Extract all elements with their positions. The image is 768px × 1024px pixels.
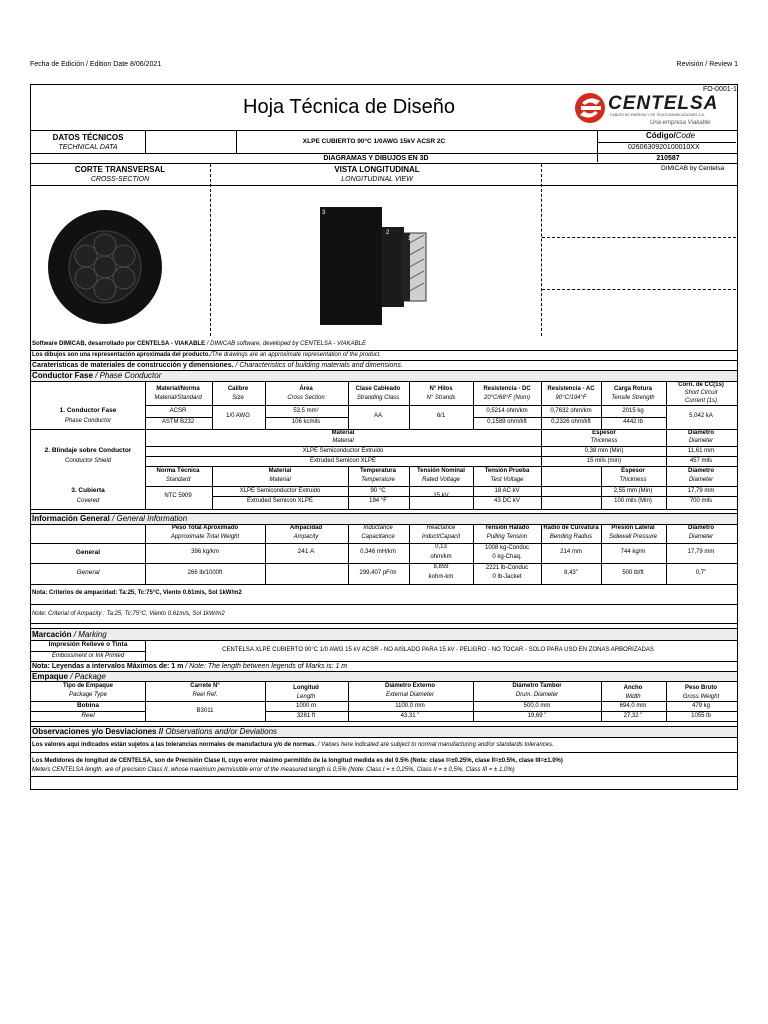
h-calibre: Calibre bbox=[227, 386, 249, 392]
pkg-ancho-2: 27,32 " bbox=[623, 713, 643, 719]
cover-prueba-2: 43 DC kV bbox=[494, 498, 520, 504]
logo-tagline: Una empresa Viakable bbox=[650, 120, 711, 126]
shield-espesor-2: 15 mils (min) bbox=[586, 458, 622, 464]
cover-h-norma-en: Standard bbox=[165, 477, 191, 483]
conductor-row-label: 1. Conductor Fase bbox=[59, 407, 117, 414]
technical-data: TECHNICAL DATA bbox=[58, 144, 118, 151]
observation-line-3: Meters CENTELSA length, are of precision Class II, whose maximum permissible error of the measured length is 0,5% (Note: Class I = ± 0,25%, Class II = ± 0,5%, Class III = ± 1,0%) bbox=[32, 767, 515, 773]
general-presion-1: 744 kg/m bbox=[620, 549, 646, 555]
drawing-label-1: 1 bbox=[408, 236, 412, 242]
general-diam-2: 0,7" bbox=[695, 570, 707, 576]
cross-section: CROSS-SECTION bbox=[90, 176, 150, 183]
h-rac-en: 90°C/194°F bbox=[555, 395, 587, 401]
logo-subtitle: CABLES DE ENERGÍA Y DE TELECOMUNICACIONES S.A. bbox=[610, 113, 705, 117]
cover-h-prueba: Tensión Prueba bbox=[484, 468, 530, 474]
cover-h-diametro: Diámetro bbox=[687, 468, 715, 474]
shield-row-label: 2. Blindaje sobre Conductor bbox=[44, 447, 132, 454]
pkg-longitud-1: 1000 m bbox=[295, 703, 317, 709]
pkg-h-dext: Diámetro Externo bbox=[384, 683, 436, 689]
conductor-hilos: 6/1 bbox=[436, 413, 446, 419]
general-h-peso: Peso Total Aproximado bbox=[171, 525, 239, 531]
cover-espesor-1: 2,55 mm (Min) bbox=[613, 488, 653, 494]
general-reactance-2a: 8,859 bbox=[433, 564, 449, 570]
shield-diam-1: 11,61 mm bbox=[687, 448, 715, 454]
h-area: Área bbox=[299, 386, 313, 392]
cover-temp-2: 194 °F bbox=[369, 498, 387, 504]
longitudinal-view-drawing bbox=[318, 205, 430, 327]
shield-espesor-1: 0,38 mm (Min) bbox=[584, 448, 624, 454]
cover-norma: NTC 5909 bbox=[164, 493, 192, 499]
general-h-halado-en: Pulling Tension bbox=[486, 534, 528, 540]
cover-h-material: Material bbox=[268, 468, 292, 474]
cover-h-tension: Tensión Nominal bbox=[417, 468, 465, 474]
pkg-h-dtambor: Diámetro Tambor bbox=[512, 683, 562, 689]
pkg-h-tipo-en: Package Type bbox=[69, 692, 107, 698]
edition-date: Fecha de Edición / Edition Date 8/06/2021 bbox=[30, 61, 162, 68]
pkg-h-peso: Peso Bruto bbox=[684, 685, 718, 691]
cover-diam-2: 700 mils bbox=[689, 498, 713, 504]
general-h-reactance: Reactance bbox=[426, 525, 456, 531]
pkg-h-ancho: Ancho bbox=[623, 685, 643, 691]
marking-label-es: Impresión Relieve o Tinta bbox=[48, 641, 128, 648]
general-inductance: 0,346 mH/km bbox=[360, 549, 396, 555]
shield-diam-2: 457 mils bbox=[689, 458, 713, 464]
general-radio-2: 8,43" bbox=[564, 570, 578, 576]
form-code: FO-0001-1 bbox=[703, 86, 737, 93]
conductor-row-label-en: Phase Conductor bbox=[64, 418, 112, 424]
pkg-dext-1: 1100,0 mm bbox=[395, 703, 425, 709]
revision: Revisión / Review 1 bbox=[676, 61, 738, 68]
h-cableado: Clase Cableado bbox=[355, 386, 401, 392]
ampacity-note-es: Nota: Criterios de ampacidad: Ta:25, Tc:75°C, Viento 0.61m/s, Sol 1kW/m2 bbox=[32, 590, 242, 596]
pkg-peso-2: 1055 lb bbox=[691, 713, 711, 719]
h-calibre-en: Size bbox=[232, 395, 244, 401]
drawing-label-2: 2 bbox=[386, 230, 390, 236]
cover-h-material-en: Material bbox=[269, 477, 291, 483]
product-name: XLPE CUBIERTO 90°C 1/0AWG 15kV ACSR 2C bbox=[302, 138, 446, 145]
shield-h-espesor-en: Thickness bbox=[590, 438, 618, 444]
general-h-ampacidad-en: Ampacity bbox=[293, 534, 319, 540]
h-hilos-en: N° Strands bbox=[426, 395, 456, 401]
general-h-diametro-en: Diameter bbox=[688, 534, 714, 540]
general-row1-label: General bbox=[75, 549, 101, 556]
page-title: Hoja Técnica de Diseño bbox=[243, 96, 455, 118]
pkg-h-tipo: Tipo de Empaque bbox=[63, 683, 113, 689]
general-h-peso-en: Approximate Total Weight bbox=[170, 534, 240, 540]
cross-section-drawing bbox=[46, 208, 164, 326]
cover-tension: 15 kV bbox=[433, 493, 449, 499]
h-material-en: Material/Standard bbox=[154, 395, 202, 401]
shield-h-material: Material bbox=[331, 430, 355, 436]
general-h-diametro: Diámetro bbox=[687, 525, 715, 531]
conductor-area-mm: 53,5 mm² bbox=[293, 408, 319, 414]
drawing-number: 210587 bbox=[656, 155, 680, 162]
cover-h-temp-en: Temperature bbox=[361, 477, 395, 483]
centelsa-logo-icon bbox=[572, 91, 612, 127]
ampacity-note-en: Note: Criterial of Ampacity : Ta:25, Tc:75°C, Viento 0.61m/s, Sol 1kW/m2 bbox=[32, 611, 225, 617]
observation-line-1: Los valores aquí indicados están sujetos a las tolerancias normales de manufactura y/o de normas. / Values here indicated are subject to normal manufacturing and/or standards tolerances. bbox=[32, 742, 554, 748]
pkg-h-ancho-en: Width bbox=[625, 694, 641, 700]
conductor-area-kcmil: 106 kcmils bbox=[291, 419, 321, 425]
h-cc-en2: Current (1s) bbox=[684, 398, 718, 404]
conductor-calibre: 1/0 AWG bbox=[226, 413, 250, 419]
general-halado-2b: 0 lb-Jacket bbox=[492, 574, 522, 580]
cover-material: XLPE Semiconductor Extruido bbox=[239, 488, 321, 494]
cover-h-diametro-en: Diameter bbox=[688, 477, 714, 483]
general-ampacidad: 241 A bbox=[297, 548, 315, 555]
h-rac: Resistencia - AC bbox=[547, 386, 595, 392]
general-capacitance: 299,407 pF/m bbox=[359, 570, 397, 576]
general-h-halado: Tensión Halado bbox=[484, 525, 530, 531]
cover-row-label: 3. Cubierta bbox=[71, 487, 105, 494]
corte-transversal: CORTE TRANSVERSAL bbox=[74, 165, 166, 174]
h-cableado-en: Stranding Class bbox=[356, 395, 400, 401]
conductor-material: ACSR bbox=[169, 408, 187, 414]
h-rdc-en: 20°C/68°F (Nom) bbox=[483, 395, 531, 401]
pkg-longitud-2: 3281 ft bbox=[296, 713, 316, 719]
conductor-carga-1: 2015 kg bbox=[622, 408, 644, 414]
shield-h-material-en: Material bbox=[332, 438, 354, 444]
h-cc-en1: Short Circuit bbox=[684, 390, 718, 396]
pkg-h-longitud-en: Length bbox=[296, 694, 316, 700]
cover-row-label-en: Covered bbox=[76, 498, 100, 504]
h-cc: Corri. de CC(1s) bbox=[678, 382, 724, 388]
marking-section-title: Marcación / Marking bbox=[32, 630, 107, 639]
general-h-presion-en: Sidewall Pressure bbox=[608, 534, 658, 540]
observations-section-title: Observaciones y/o Desviaciones // Observations and/or Deviations bbox=[32, 727, 278, 736]
conductor-cc: 5,042 kA bbox=[689, 413, 713, 419]
general-reactance-2b: kohm-km bbox=[428, 574, 454, 580]
general-row2-label: General bbox=[76, 569, 100, 576]
vista-longitudinal: VISTA LONGITUDINAL bbox=[334, 165, 420, 174]
pkg-dtambor-1: 500,0 mm bbox=[523, 703, 551, 709]
general-halado-1b: 0 kg-Chaq. bbox=[492, 554, 522, 560]
pkg-carrete: B3011 bbox=[196, 708, 214, 714]
general-h-capacitance: Capacitance bbox=[361, 534, 395, 540]
codigo-value: 0260630920100010XX bbox=[628, 144, 700, 151]
h-area-en: Cross Section bbox=[287, 395, 325, 401]
general-reactance-1b: ohm/km bbox=[430, 554, 452, 560]
shield-h-espesor: Espesor bbox=[592, 430, 616, 436]
dimicab-brand: DIMICAB by Centelsa bbox=[661, 165, 725, 172]
cover-temp-1: 90 °C bbox=[370, 488, 386, 494]
h-carga: Carga Rotura bbox=[613, 386, 653, 392]
conductor-rdc-1: 0,5214 ohm/km bbox=[486, 408, 528, 414]
drawings-note: Los dibujos son una representación aproximada del producto./The drawings are an approximate representation of the product. bbox=[32, 352, 382, 358]
package-section-title: Empaque / Package bbox=[32, 672, 106, 681]
h-material: Material/Norma bbox=[156, 386, 200, 392]
software-note: Software DIMICAB, desarrollado por CENTELSA - VIAKABLE / DIMICAB software, developed by CENTELSA - VIAKABLE bbox=[32, 341, 366, 347]
cover-diam-1: 17,79 mm bbox=[687, 488, 715, 494]
h-carga-en: Tensile Strength bbox=[611, 395, 655, 401]
pkg-peso-1: 479 kg bbox=[691, 703, 711, 709]
general-peso-2: 266 lb/1000ft bbox=[187, 570, 223, 576]
centelsa-logo bbox=[572, 91, 732, 127]
drawing-label-3: 3 bbox=[322, 210, 326, 216]
general-h-inductance: Inductance bbox=[363, 525, 393, 531]
conductor-carga-2: 4442 lb bbox=[623, 419, 643, 425]
general-h-ampacidad: Ampacidad bbox=[289, 525, 323, 531]
h-rdc: Resistencia - DC bbox=[483, 386, 531, 392]
cover-prueba-1: 18 AC kV bbox=[494, 488, 520, 494]
pkg-h-carrete: Carrete N° bbox=[190, 683, 220, 689]
cover-material-en: Extruded Semicon XLPE bbox=[246, 498, 314, 504]
pkg-dext-2: 43,31 " bbox=[400, 713, 420, 719]
general-peso-1: 396 kg/km bbox=[191, 549, 219, 555]
conductor-standard: ASTM B232 bbox=[161, 419, 195, 425]
pkg-h-peso-en: Gross Weight bbox=[682, 694, 720, 700]
logo-wordmark: CENTELSA bbox=[608, 93, 719, 114]
observation-line-2: Los Medidores de longitud de CENTELSA, son de Precisión Clase II, cuyo error máximo permitido de la longitud medida es del 0.5% (Nota: clase I=±0.25%, clase II=±0.5%, clase III=±1.0%) bbox=[32, 758, 563, 764]
pkg-h-dtambor-en: Drum. Diameter bbox=[515, 692, 559, 698]
diagramas-title: DIAGRAMAS Y DIBUJOS EN 3D bbox=[323, 155, 429, 162]
general-halado-1a: 1008 kg-Conduc bbox=[484, 545, 530, 551]
pkg-dtambor-2: 19,69 " bbox=[527, 713, 547, 719]
shield-row-label-en: Conductor Shield bbox=[64, 458, 112, 464]
pkg-h-carrete-en: Reel Ref. bbox=[192, 692, 218, 698]
general-radio-1: 214 mm bbox=[560, 549, 582, 555]
pkg-h-dext-en: External Diameter bbox=[385, 692, 435, 698]
general-presion-2: 500 lb/ft bbox=[622, 570, 644, 576]
cover-h-espesor-en: Thickness bbox=[619, 477, 647, 483]
characteristics-note: Caraterísticas de materiales de construcción y dimensiones. / Characteristics of building materials and dimensions. bbox=[32, 362, 403, 369]
general-h-presion: Presión Lateral bbox=[611, 525, 655, 531]
general-section-title: Información General / General Information bbox=[32, 514, 188, 523]
general-halado-2a: 2221 lb-Conduc bbox=[485, 565, 529, 571]
cover-h-prueba-en: Test Voltage bbox=[490, 477, 524, 483]
longitudinal-view: LONGITUDINAL VIEW bbox=[341, 176, 413, 183]
marking-label-en: Embossment or Ink Printed bbox=[51, 653, 125, 659]
codigo-label: Código/Code bbox=[646, 131, 695, 140]
general-h-radio: Radio de Curvatura bbox=[543, 525, 599, 531]
conductor-section-title: Conductor Fase / Phase Conductor bbox=[32, 371, 162, 380]
shield-h-diametro: Diámetro bbox=[687, 430, 715, 436]
conductor-rac-1: 0,7632 ohm/km bbox=[550, 408, 592, 414]
cover-h-norma: Norma Técnica bbox=[156, 468, 200, 474]
pkg-row1: Bobina bbox=[76, 702, 100, 709]
general-diam-1: 17,79 mm bbox=[687, 549, 715, 555]
shield-h-diametro-en: Diameter bbox=[688, 438, 714, 444]
cover-h-tension-en: Rated Voltage bbox=[422, 477, 460, 483]
cover-espesor-2: 100 mils (Min) bbox=[614, 498, 652, 504]
general-h-radio-en: Bending Radius bbox=[549, 534, 593, 540]
general-reactance-1a: 0,13 bbox=[435, 544, 447, 550]
pkg-ancho-1: 694,0 mm bbox=[619, 703, 647, 709]
cover-h-temp: Temperatura bbox=[360, 468, 396, 474]
marking-note: Nota: Leyendas a intervalos Máximos de: 1 m / Note: The length between legends of Marks is: 1 m bbox=[32, 663, 348, 670]
cover-h-espesor: Espesor bbox=[621, 468, 645, 474]
shield-material-en: Extruded Semicon XLPE bbox=[309, 458, 377, 464]
datos-tecnicos: DATOS TÉCNICOS bbox=[52, 133, 124, 142]
shield-material: XLPE Semiconductor Extruido bbox=[302, 448, 384, 454]
pkg-row2: Reel bbox=[81, 712, 95, 719]
conductor-cableado: AA bbox=[373, 413, 383, 419]
marking-text: CENTELSA XLPE CUBIERTO 90°C 1/0 AWG 15 kV ACSR - NO AISLADO PARA 15 kV - PELIGRO - NO TOCAR - SOLO PARA USO EN ZONAS ARBORIZADAS bbox=[222, 647, 654, 653]
conductor-rac-2: 0,2326 ohm/kft bbox=[551, 419, 591, 425]
conductor-rdc-2: 0,1589 ohm/kft bbox=[487, 419, 527, 425]
h-hilos: N° Hilos bbox=[429, 386, 453, 392]
general-h-reactance-en: Induct/Capacit bbox=[421, 534, 461, 540]
pkg-h-longitud: Longitud bbox=[293, 685, 319, 691]
